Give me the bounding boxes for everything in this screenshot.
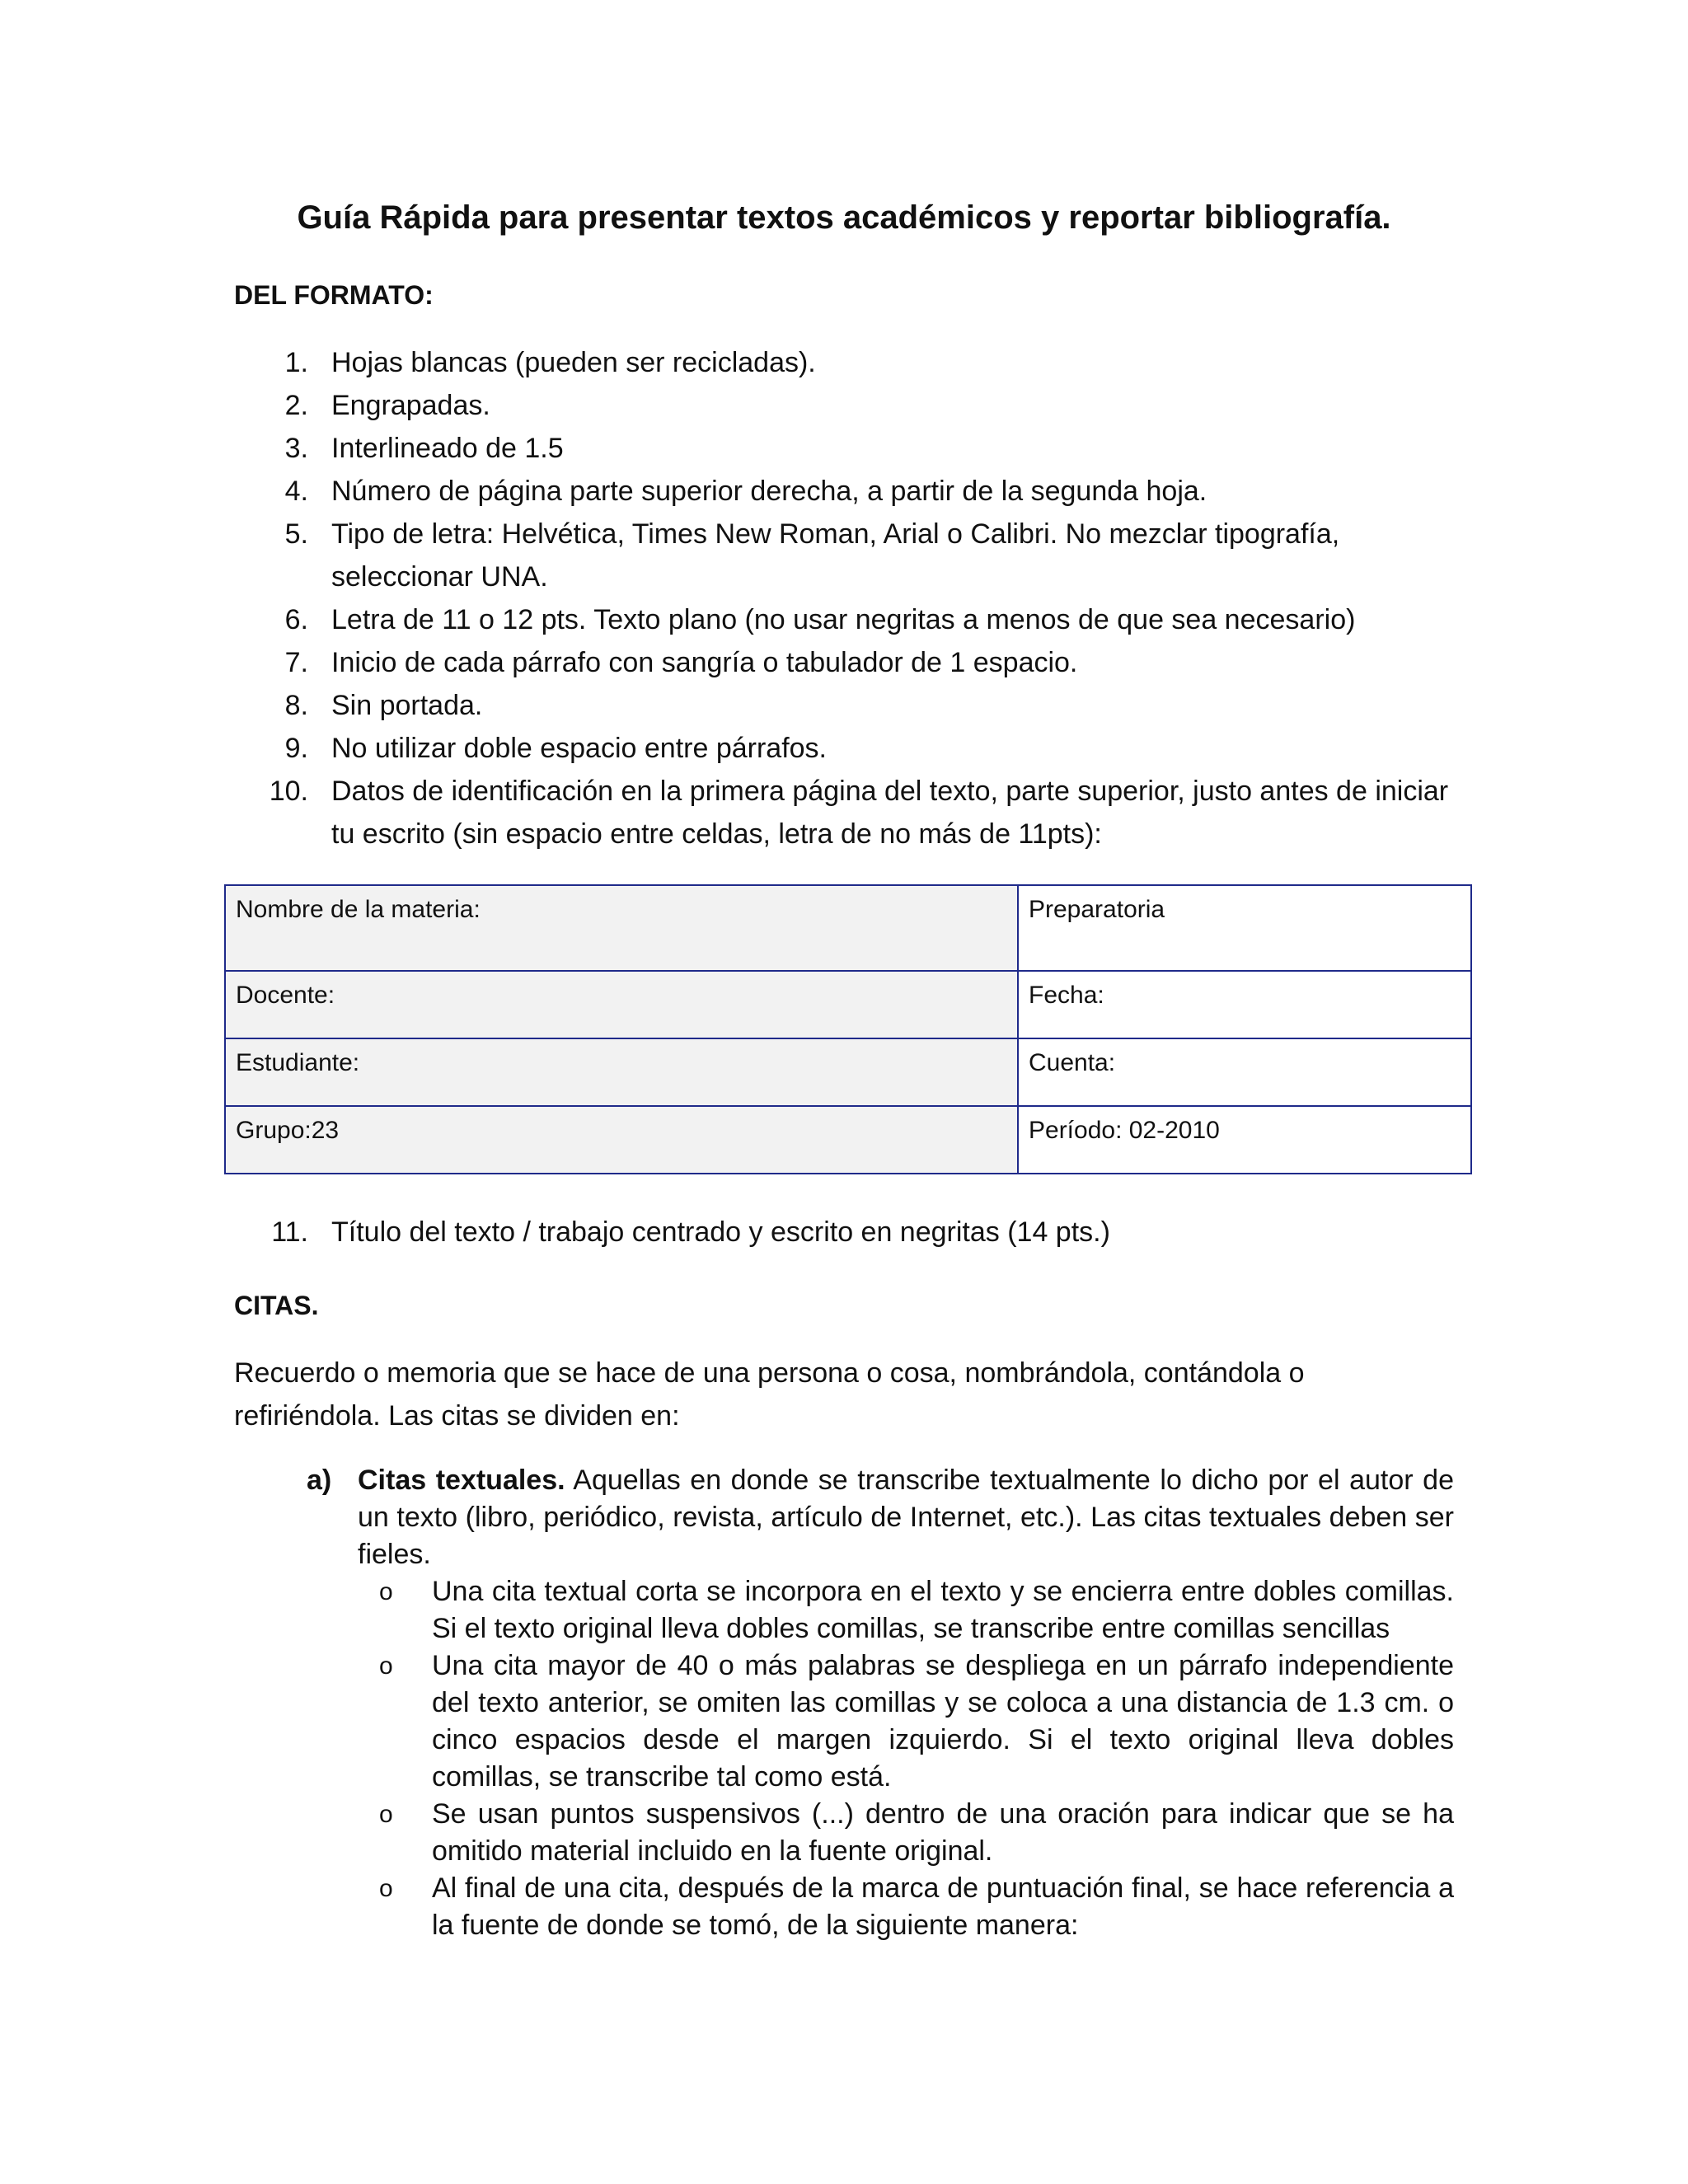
list-number: 7. bbox=[284, 647, 308, 678]
list-number: 8. bbox=[284, 690, 308, 721]
list-text: Tipo de letra: Helvética, Times New Roman, Arial o Calibri. No mezclar tipografía, seleccionar UNA. bbox=[331, 518, 1340, 593]
list-item bbox=[234, 384, 1454, 427]
formato-list-continued bbox=[234, 1211, 1454, 1254]
table-cell: Grupo:23 bbox=[225, 1106, 1018, 1174]
list-text: Letra de 11 o 12 pts. Texto plano (no usar negritas a menos de que sea necesario) bbox=[331, 604, 1356, 635]
list-number: 10. bbox=[269, 776, 308, 807]
formato-list bbox=[234, 341, 1454, 855]
list-item bbox=[234, 513, 1454, 598]
list-item bbox=[234, 684, 1454, 727]
identification-table bbox=[224, 884, 1472, 1174]
citas-heading: CITAS. bbox=[234, 1291, 319, 1320]
list-number: 3. bbox=[284, 433, 308, 464]
list-number: 5. bbox=[284, 518, 308, 550]
list-text: Número de página parte superior derecha, a partir de la segunda hoja. bbox=[331, 476, 1207, 507]
table-row bbox=[225, 885, 1471, 971]
list-text: Sin portada. bbox=[331, 690, 483, 721]
list-text: Se usan puntos suspensivos (...) dentro de una oración para indicar que se ha omitido material incluido en la fuente original. bbox=[432, 1798, 1454, 1867]
item-body bbox=[307, 1462, 1454, 1573]
list-item bbox=[234, 470, 1454, 513]
table-cell: Cuenta: bbox=[1018, 1038, 1471, 1106]
list-number: 6. bbox=[284, 604, 308, 635]
list-text: Título del texto / trabajo centrado y escrito en negritas (14 pts.) bbox=[331, 1216, 1110, 1248]
table-cell: Nombre de la materia: bbox=[225, 885, 1018, 971]
list-text: Datos de identificación en la primera página del texto, parte superior, justo antes de iniciar tu escrito (sin espacio entre celdas, letra de no más de 11pts): bbox=[331, 776, 1449, 850]
list-text: Hojas blancas (pueden ser recicladas). bbox=[331, 347, 816, 378]
list-text: Una cita textual corta se incorpora en el texto y se encierra entre dobles comillas. Si el texto original lleva dobles comillas, se transcribe entre comillas sencillas bbox=[432, 1576, 1454, 1644]
list-text: Al final de una cita, después de la marca de puntuación final, se hace referencia a la fuente de donde se tomó, de la siguiente manera: bbox=[432, 1872, 1454, 1941]
list-item bbox=[379, 1573, 1454, 1647]
list-text: Inicio de cada párrafo con sangría o tabulador de 1 espacio. bbox=[331, 647, 1078, 678]
list-item bbox=[234, 1211, 1454, 1254]
table-cell: Estudiante: bbox=[225, 1038, 1018, 1106]
bullet-circle-icon: o bbox=[379, 1801, 393, 1828]
list-item bbox=[234, 727, 1454, 770]
list-text: Engrapadas. bbox=[331, 390, 490, 421]
table-cell: Preparatoria bbox=[1018, 885, 1471, 971]
citas-textuales-item bbox=[307, 1462, 1454, 1573]
list-number: 1. bbox=[284, 347, 308, 378]
item-bold-label: Citas textuales. bbox=[358, 1465, 565, 1496]
list-item bbox=[234, 641, 1454, 684]
table-cell: Fecha: bbox=[1018, 971, 1471, 1038]
list-text: No utilizar doble espacio entre párrafos. bbox=[331, 733, 827, 764]
list-text: Una cita mayor de 40 o más palabras se despliega en un párrafo independiente del texto anterior, se omiten las comillas y se coloca a una distancia de 1.3 cm. o cinco espacios desde el margen izquierdo. Si el texto original lleva dobles comillas, se transcribe tal como está. bbox=[432, 1650, 1454, 1793]
list-item bbox=[379, 1870, 1454, 1944]
document-title: Guía Rápida para presentar textos académicos y reportar bibliografía. bbox=[297, 199, 1391, 236]
list-item bbox=[234, 770, 1454, 855]
item-text: Aquellas en donde se transcribe textualmente lo dicho por el autor de un texto (libro, periódico, revista, artículo de Internet, etc.). Las citas textuales deben ser fieles. bbox=[358, 1465, 1454, 1570]
list-item bbox=[379, 1796, 1454, 1870]
formato-heading: DEL FORMATO: bbox=[234, 280, 434, 310]
bullet-circle-icon: o bbox=[379, 1652, 393, 1680]
item-marker: a) bbox=[307, 1465, 332, 1496]
list-text: Interlineado de 1.5 bbox=[331, 433, 564, 464]
citas-bullet-list bbox=[379, 1573, 1454, 1944]
list-item bbox=[234, 341, 1454, 384]
list-number: 11. bbox=[271, 1216, 308, 1248]
bullet-circle-icon: o bbox=[379, 1875, 393, 1902]
list-item bbox=[379, 1647, 1454, 1796]
bullet-circle-icon: o bbox=[379, 1578, 393, 1605]
list-item bbox=[234, 598, 1454, 641]
list-number: 9. bbox=[284, 733, 308, 764]
table-row bbox=[225, 1106, 1471, 1174]
list-number: 4. bbox=[284, 476, 308, 507]
table-cell: Docente: bbox=[225, 971, 1018, 1038]
table-cell: Período: 02-2010 bbox=[1018, 1106, 1471, 1174]
table-row bbox=[225, 971, 1471, 1038]
table-row bbox=[225, 1038, 1471, 1106]
citas-intro: Recuerdo o memoria que se hace de una persona o cosa, nombrándola, contándola o refiriéndola. Las citas se dividen en: bbox=[234, 1357, 1305, 1432]
list-number: 2. bbox=[284, 390, 308, 421]
list-item bbox=[234, 427, 1454, 470]
